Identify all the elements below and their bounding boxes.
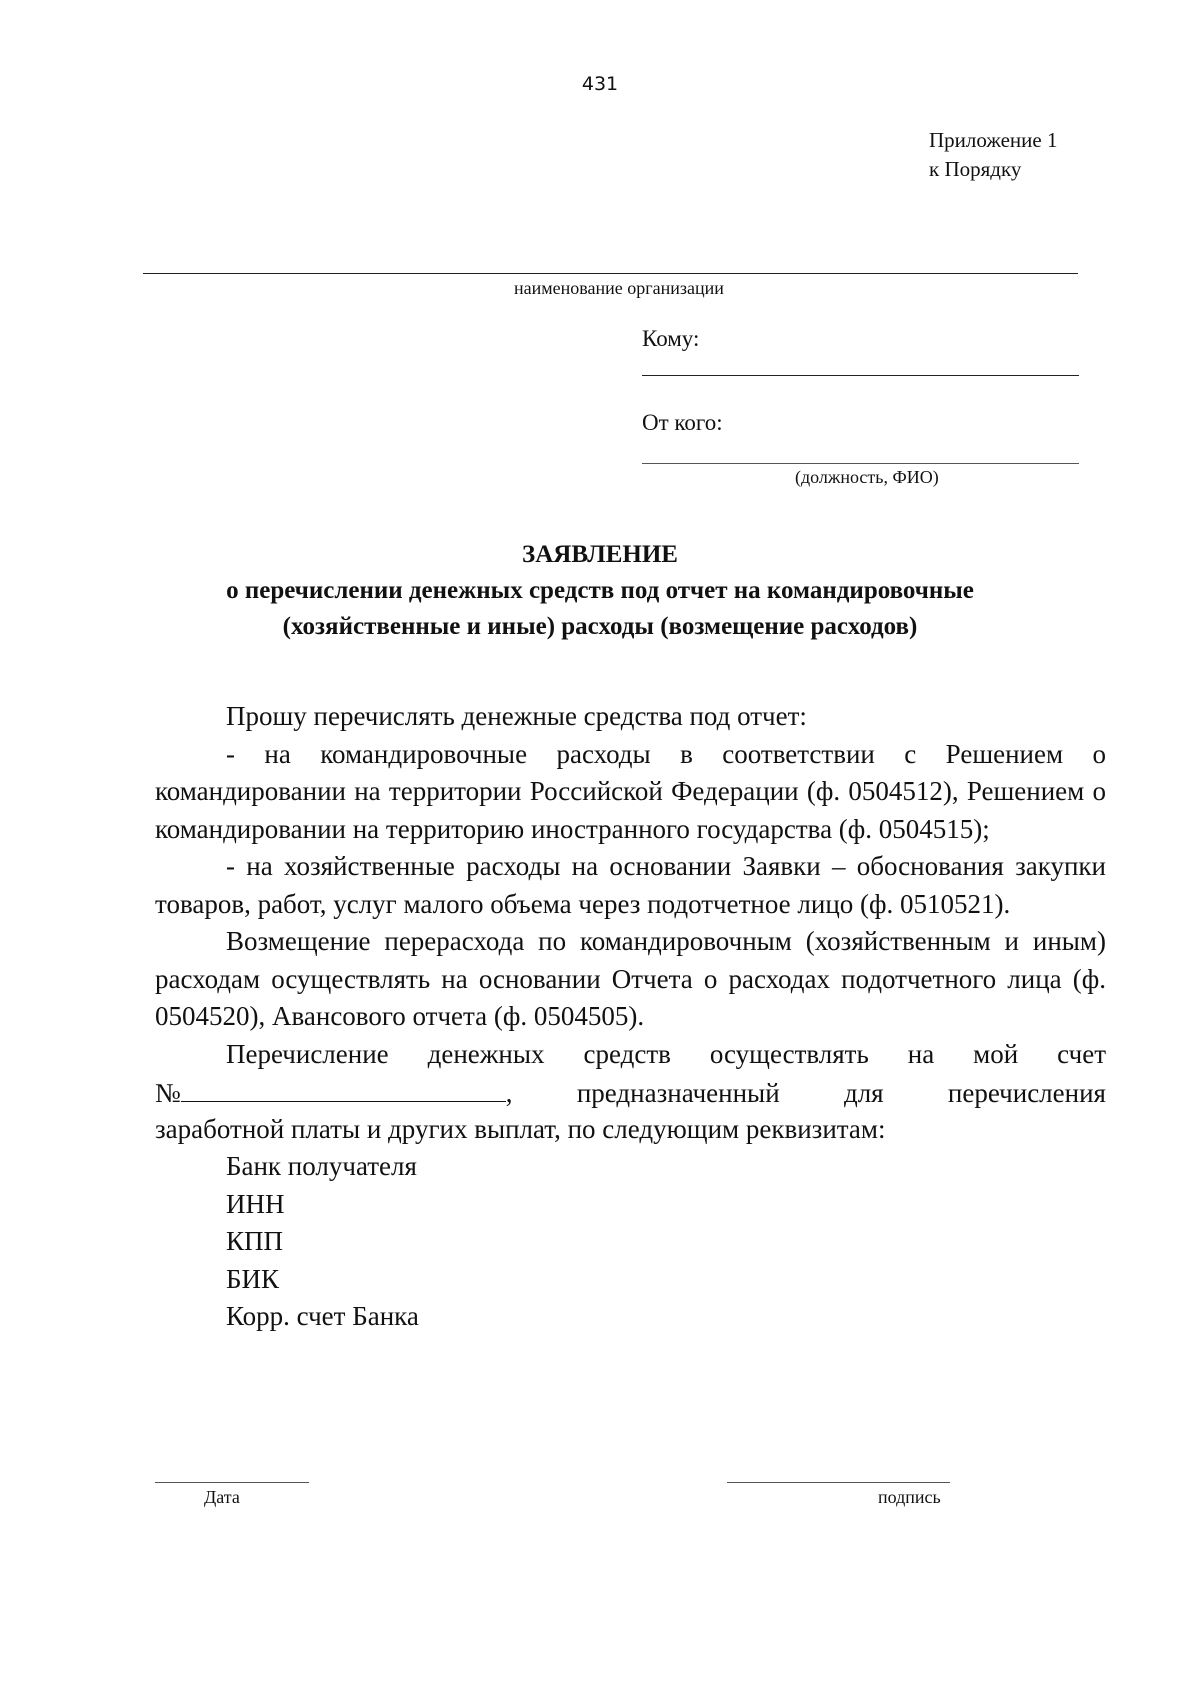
date-label: Дата xyxy=(204,1487,240,1507)
from-line[interactable] xyxy=(642,463,1079,464)
household-expenses-paragraph: - на хозяйственные расходы на основании Заявки – обоснования закупки товаров, работ, услуг малого объема через подотчетное лицо (ф. 0510521). xyxy=(155,851,1106,919)
account-number-line[interactable] xyxy=(181,1073,506,1102)
purpose-word-2: для xyxy=(843,1078,884,1108)
account-number-row xyxy=(155,1073,1106,1111)
document-title xyxy=(140,537,1060,645)
requisite-corr-account: Корр. счет Банка xyxy=(226,1301,419,1331)
account-comma: , xyxy=(505,1078,513,1108)
organization-name-caption: наименование организации xyxy=(514,278,724,298)
from-label: От кого: xyxy=(642,410,723,435)
bank-requisites-list xyxy=(155,1148,1106,1336)
requisite-bik: БИК xyxy=(226,1263,280,1294)
number-sign: № xyxy=(155,1078,181,1108)
appendix-line-1: Приложение 1 xyxy=(929,128,1058,152)
appendix-line-2: к Порядку xyxy=(929,157,1022,181)
purpose-word-3: перечисления xyxy=(947,1078,1106,1108)
signature-label: подпись xyxy=(878,1487,941,1507)
requisite-inn: ИНН xyxy=(226,1188,285,1219)
travel-expenses-paragraph: - на командировочные расходы в соответствии с Решением о командировании на территории Российской Федерации (ф. 0504512), Решением о командировании на территорию иностранного государства (ф. 0504515); xyxy=(155,738,1106,844)
date-line[interactable] xyxy=(155,1482,309,1483)
account-number-field xyxy=(155,1073,513,1113)
title-line-1: ЗАЯВЛЕНИЕ xyxy=(522,541,678,568)
purpose-word-1: предназначенный xyxy=(576,1078,780,1108)
title-line-2: о перечислении денежных средств под отчет на командировочные xyxy=(226,577,974,604)
to-line[interactable] xyxy=(642,375,1079,376)
to-label: Кому: xyxy=(642,326,700,351)
transfer-paragraph-line-1: Перечисление денежных средств осуществлять на мой счет xyxy=(226,1038,1106,1069)
requisite-kpp: КПП xyxy=(226,1226,284,1256)
intro-paragraph: Прошу перечислять денежные средства под отчет: xyxy=(226,701,807,731)
transfer-paragraph-line-3: заработной платы и других выплат, по следующим реквизитам: xyxy=(155,1113,886,1144)
page-number: 431 xyxy=(581,73,619,95)
from-caption: (должность, ФИО) xyxy=(795,467,939,487)
requisite-bank: Банк получателя xyxy=(226,1151,417,1181)
signature-line[interactable] xyxy=(727,1482,950,1483)
reimbursement-paragraph: Возмещение перерасхода по командировочным (хозяйственным и иным) расходам осуществлять на основании Отчета о расходах подотчетного лица (ф. 0504520), Авансового отчета (ф. 0504505). xyxy=(155,926,1106,1031)
appendix-note xyxy=(929,126,1057,184)
title-line-3: (хозяйственные и иные) расходы (возмещение расходов) xyxy=(282,613,918,640)
organization-name-line[interactable] xyxy=(143,273,1078,274)
document-body xyxy=(155,698,1106,1336)
